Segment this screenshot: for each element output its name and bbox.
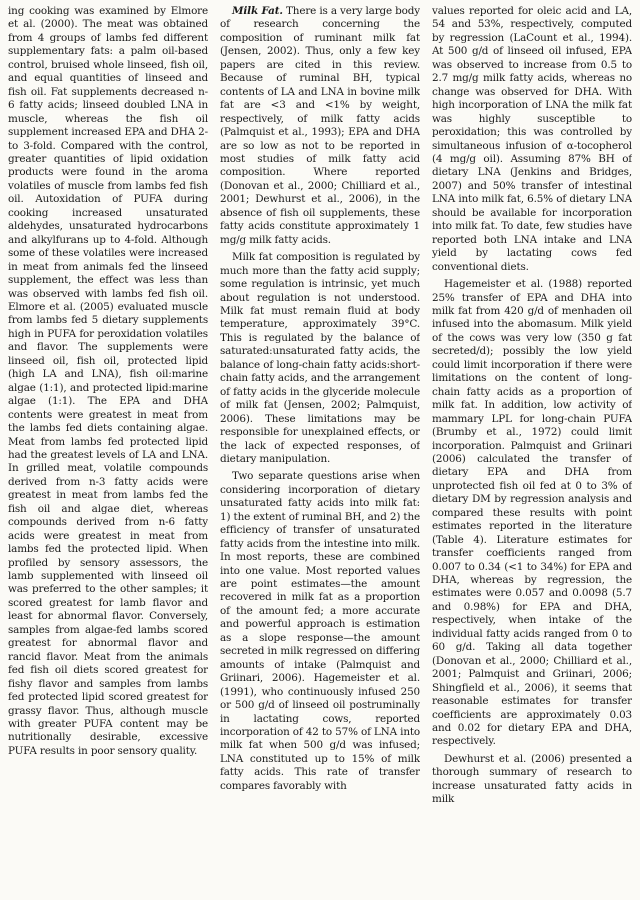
paragraph-oleic-transfer: values reported for oleic acid and LA, 54 and 53%, respectively, computed by regression (LaCount et al., 1994). At 500 g/d of linseed oil infused, EPA was observed to increase from 0.5 to 2.7 mg/g milk fatty acids, whereas no change was observed for DHA. With high incorporation of LNA the milk fat was highly susceptible to peroxidation; this was controlled by simultaneous infusion of α-tocopherol (4 mg/g oil). Assuming 87% BH of dietary LNA (Jenkins and Bridges, 2007) and 50% transfer of intestinal LNA into milk fat, 6.5% of dietary LNA should be available for incorporation into milk fat. To date, few studies have reported both LNA intake and LNA yield by lactating cows fed conventional diets. — [432, 5, 632, 273]
paragraph-lamb-flavor: ing cooking was examined by Elmore et al. (2000). The meat was obtained from 4 groups of lambs fed different supplementary fats: a palm oil-based control, bruised whole linseed, fish oil, and equal quantities of linseed and fish oil. Fat supplements decreased n-6 fatty acids; linseed doubled LNA in muscle, whereas the fish oil supplement increased EPA and DHA 2- to 3-fold. Compared with the control, greater quantities of lipid oxidation products were found in the aroma volatiles of muscle from lambs fed fish oil. Autoxidation of PUFA during cooking increased unsaturated aldehydes, unsaturated hydrocarbons and alkylfurans up to 4-fold. Although some of these volatiles were increased in meat from animals fed the linseed supplement, the effect was less than was observed with lambs fed fish oil. Elmore et al. (2005) evaluated muscle from lambs fed 5 dietary supplements high in PUFA for peroxidation volatiles and flavor. The supplements were linseed oil, fish oil, protected lipid (high LA and LNA), fish oil:marine algae (1:1), and protected lipid:marine algae (1:1). The EPA and DHA contents were greatest in meat from the lambs fed diets containing algae. Meat from lambs fed protected lipid had the greatest levels of LA and LNA. In grilled meat, volatile compounds derived from n-3 fatty acids were greatest in meat from lambs fed the fish oil and algae diet, whereas compounds derived from n-6 fatty acids were greatest in meat from lambs fed the protected lipid. When profiled by sensory assessors, the lamb supplemented with linseed oil was preferred to the other samples; it scored greatest for lamb flavor and least for abnormal flavor. Conversely, samples from algae-fed lambs scored greatest for abnormal flavor and rancid flavor. Meat from the animals fed fish oil diets scored greatest for fishy flavor and samples from lambs fed protected lipid scored greatest for grassy flavor. Thus, although muscle with greater PUFA content may be nutritionally desirable, excessive PUFA results in poor sensory quality. — [8, 5, 208, 757]
text-column-left — [8, 5, 208, 900]
paragraph-milk-fat — [220, 5, 420, 247]
section-heading-milk-fat: Milk Fat. — [232, 5, 283, 17]
page-bottom-edge — [0, 894, 640, 900]
paragraph-milk-fat-regulation: Milk fat composition is regulated by much more than the fatty acid supply; some regulation is intrinsic, yet much about regulation is not understood. Milk fat must remain fluid at body temperature, approximately 39°C. This is regulated by the balance of saturated:unsaturated fatty acids, the balance of long-chain fatty acids:short-chain fatty acids, and the arrangement of fatty acids in the glyceride molecule of milk fat (Jensen, 2002; Palmquist, 2006). These limitations may be responsible for unexplained effects, or the lack of expected responses, of dietary manipulation. — [220, 251, 420, 465]
paragraph-dewhurst-2006: Dewhurst et al. (2006) presented a thorough summary of research to increase unsaturated fatty acids in milk — [432, 752, 632, 806]
text-column-right — [432, 5, 632, 900]
milk-fat-intro-text: There is a very large body of research concerning the composition of ruminant milk fat (Jensen, 2002). Thus, only a few key papers are cited in this review. Because of ruminal BH, typical contents of LA and LNA in bovine milk fat are <3 and <1% by weight, respectively, of milk fatty acids (Palmquist et al., 1993); EPA and DHA are so low as not to be reported in most studies of milk fatty acid composition. Where reported (Donovan et al., 2000; Chilliard et al., 2001; Dewhurst et al., 2006), in the absence of fish oil supplements, these fatty acids constitute approximately 1 mg/g milk fatty acids. — [220, 5, 420, 246]
paragraph-hagemeister-1988: Hagemeister et al. (1988) reported 25% transfer of EPA and DHA into milk fat from 420 g/d of menhaden oil infused into the abomasum. Milk yield of the cows was very low (350 g fat secreted/d); possibly the low yield could limit incorporation if there were limitations on the content of long-chain fatty acids as a proportion of milk fat. In addition, low activity of mammary LPL for long-chain PUFA (Brumby et al., 1972) could limit incorporation. Palmquist and Griinari (2006) calculated the transfer of dietary EPA and DHA from unprotected fish oil fed at 0 to 3% of dietary DM by regression analysis and compared these results with point estimates reported in the literature (Table 4). Literature estimates for transfer coefficients ranged from 0.007 to 0.34 (<1 to 34%) for EPA and DHA, whereas by regression, the estimates were 0.057 and 0.0098 (5.7 and 0.98%) for EPA and DHA, respectively, when intake of the individual fatty acids ranged from 0 to 60 g/d. Taking all data together (Donovan et al., 2000; Chilliard et al., 2001; Palmquist and Griinari, 2006; Shingfield et al., 2006), it seems that reasonable estimates for transfer coefficients are approximately 0.03 and 0.02 for dietary EPA and DHA, respectively. — [432, 278, 632, 748]
text-column-middle — [220, 5, 420, 900]
paragraph-incorporation-questions: Two separate questions arise when considering incorporation of dietary unsaturated fatty acids into milk fat: 1) the extent of ruminal BH, and 2) the efficiency of transfer of unsaturated fatty acids from the intestine into milk. In most reports, these are combined into one value. Most reported values are point estimates—the amount recovered in milk fat as a proportion of the amount fed; a more accurate and powerful approach is estimation as a slope response—the amount secreted in milk regressed on differing amounts of intake (Palmquist and Griinari, 2006). Hagemeister et al. (1991), who continuously infused 250 or 500 g/d of linseed oil postruminally in lactating cows, reported incorporation of 42 to 57% of LNA into milk fat when 500 g/d was infused; LNA constituted up to 15% of milk fatty acids. This rate of transfer compares favorably with — [220, 470, 420, 792]
